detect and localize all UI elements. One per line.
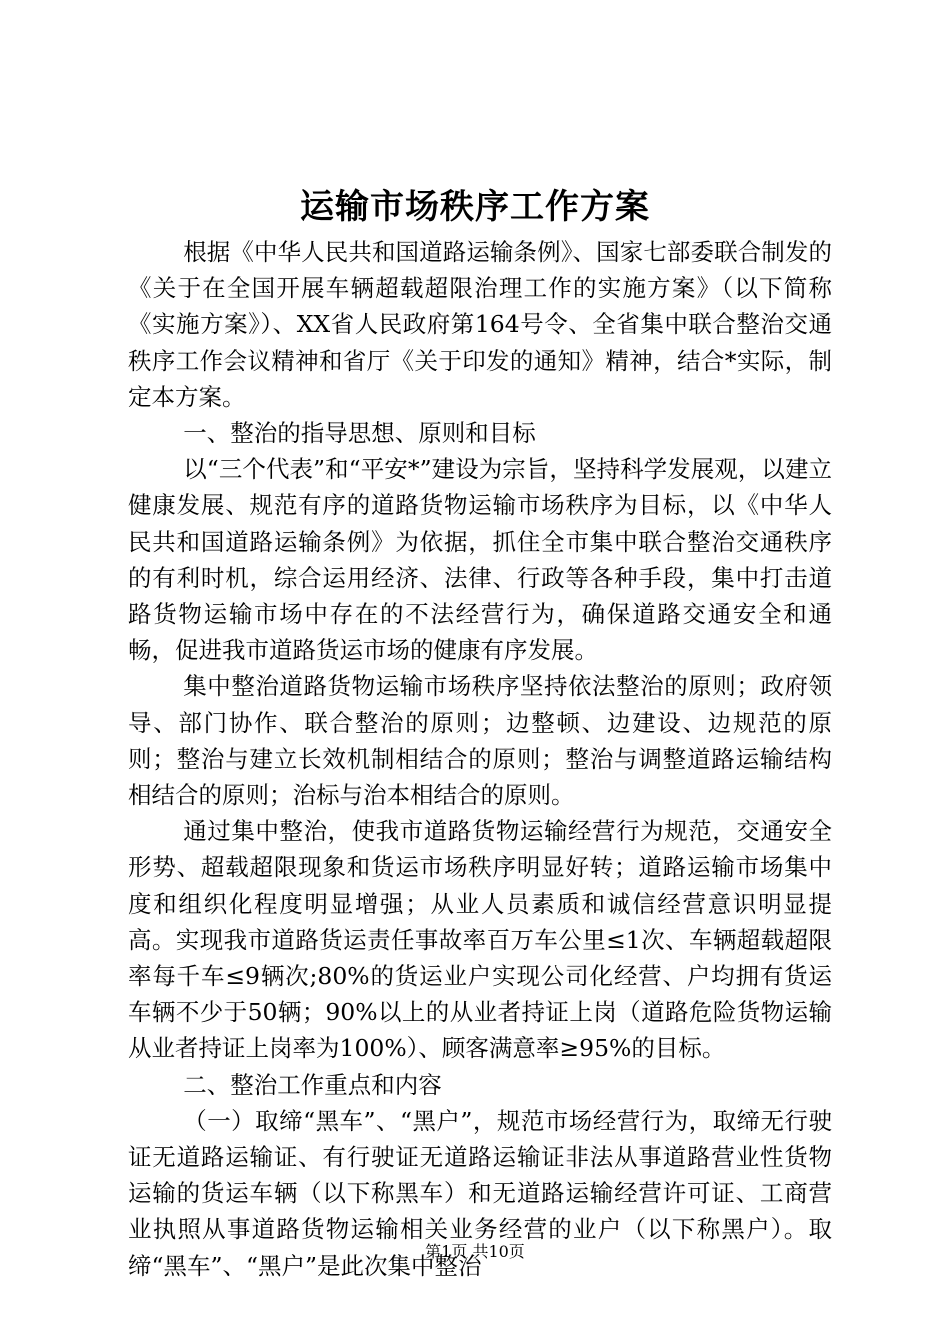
- document-body: [128, 234, 832, 1284]
- page-footer: 第1页 共10页: [425, 1242, 525, 1261]
- paragraph-guiding-thought: 以“三个代表”和“平安*”建设为宗旨，坚持科学发展观，以建立健康发展、规范有序的道路货物运输市场秩序为目标，以《中华人民共和国道路运输条例》为依据，抓住全市集中联合整治交通秩序的有利时机，综合运用经济、法律、行政等各种手段，集中打击道路货物运输市场中存在的不法经营行为，确保道路交通安全和通畅，促进我市道路货运市场的健康有序发展。: [128, 455, 832, 665]
- paragraph-intro: 根据《中华人民共和国道路运输条例》、国家七部委联合制发的《关于在全国开展车辆超载超限治理工作的实施方案》（以下简称《实施方案》）、XX省人民政府第164号令、全省集中联合整治交通秩序工作会议精神和省厅《关于印发的通知》精神，结合*实际，制定本方案。: [128, 238, 832, 411]
- section-heading-2: 二、整治工作重点和内容: [183, 1070, 442, 1099]
- paragraph-goals: 通过集中整治，使我市道路货物运输经营行为规范，交通安全形势、超载超限现象和货运市场秩序明显好转；道路运输市场集中度和组织化程度明显增强；从业人员素质和诚信经营意识明显提高。实现我市道路货运责任事故率百万车公里≤1次、车辆超载超限率每千车≤9辆次;80%的货运业户实现公司化经营、户均拥有货运车辆不少于50辆；90%以上的从业者持证上岗（道路危险货物运输从业者持证上岗率为100%）、顾客满意率≥95%的目标。: [128, 817, 832, 1063]
- section-heading-1: 一、整治的指导思想、原则和目标: [183, 419, 536, 448]
- document-title: 运输市场秩序工作方案: [300, 187, 650, 227]
- paragraph-item-1: （一）取缔“黑车”、“黑户”，规范市场经营行为，取缔无行驶证无道路运输证、有行驶证无道路运输证非法从事道路营业性货物运输的货运车辆（以下称黑车）和无道路运输经营许可证、工商营业执照从事道路货物运输相关业务经营的业户（以下称黑户）。取缔“黑车”、“黑户”是此次集中整治: [128, 1106, 832, 1280]
- paragraph-principles: 集中整治道路货物运输市场秩序坚持依法整治的原则；政府领导、部门协作、联合整治的原则；边整顿、边建设、边规范的原则；整治与建立长效机制相结合的原则；整治与调整道路运输结构相结合的原则；治标与治本相结合的原则。: [128, 672, 832, 810]
